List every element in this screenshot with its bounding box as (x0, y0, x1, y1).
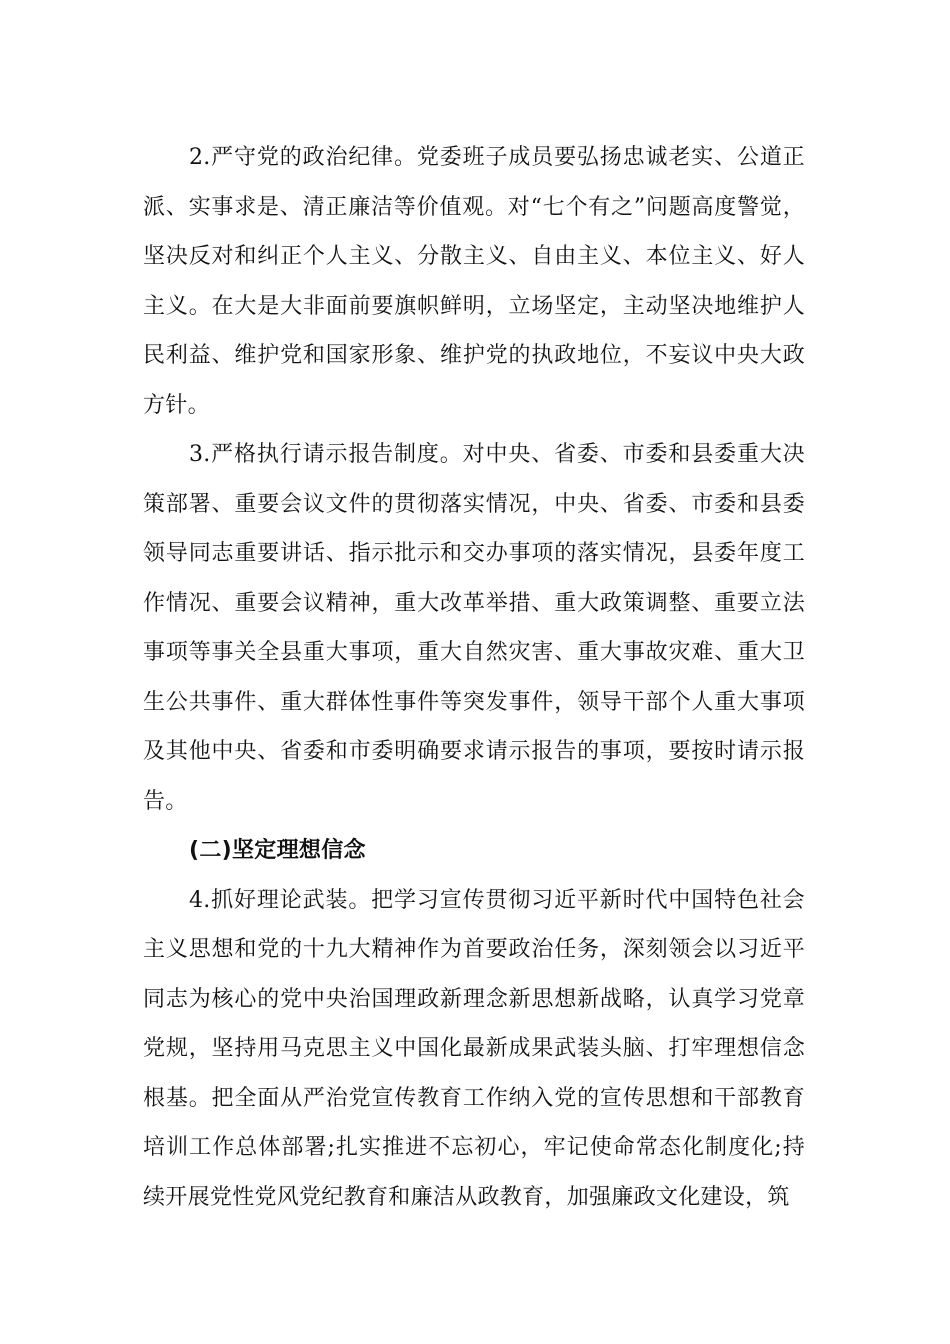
paragraph-political-discipline: 2.严守党的政治纪律。党委班子成员要弘扬忠诚老实、公道正派、实事求是、清正廉洁等价值观。对“七个有之”问题高度警觉，坚决反对和纠正个人主义、分散主义、自由主义、本位主义、好人主义。在大是大非面前要旗帜鲜明，立场坚定，主动坚决地维护人民利益、维护党和国家形象、维护党的执政地位，不妄议中央大政方针。 (143, 145, 805, 418)
document-body (143, 133, 805, 1222)
section-heading-ideals: (二)坚定理想信念 (189, 838, 366, 863)
paragraph-reporting-system: 3.严格执行请示报告制度。对中央、省委、市委和县委重大决策部署、重要会议文件的贯彻落实情况，中央、省委、市委和县委领导同志重要讲话、指示批示和交办事项的落实情况，县委年度工作情况、重要会议精神，重大改革举措、重大政策调整、重要立法事项等事关全县重大事项，重大自然灾害、重大事故灾难、重大卫生公共事件、重大群体性事件等突发事件，领导干部个人重大事项及其他中央、省委和市委明确要求请示报告的事项，要按时请示报告。 (143, 442, 805, 814)
paragraph-theory-study: 4.抓好理论武装。把学习宣传贯彻习近平新时代中国特色社会主义思想和党的十九大精神作为首要政治任务，深刻领会以习近平同志为核心的党中央治国理政新理念新思想新战略，认真学习党章党规，坚持用马克思主义中国化最新成果武装头脑、打牢理想信念根基。把全面从严治党宣传教育工作纳入党的宣传思想和干部教育培训工作总体部署;扎实推进不忘初心，牢记使命常态化制度化;持续开展党性党风党纪教育和廉洁从政教育，加强廉政文化建设，筑 (143, 887, 805, 1210)
